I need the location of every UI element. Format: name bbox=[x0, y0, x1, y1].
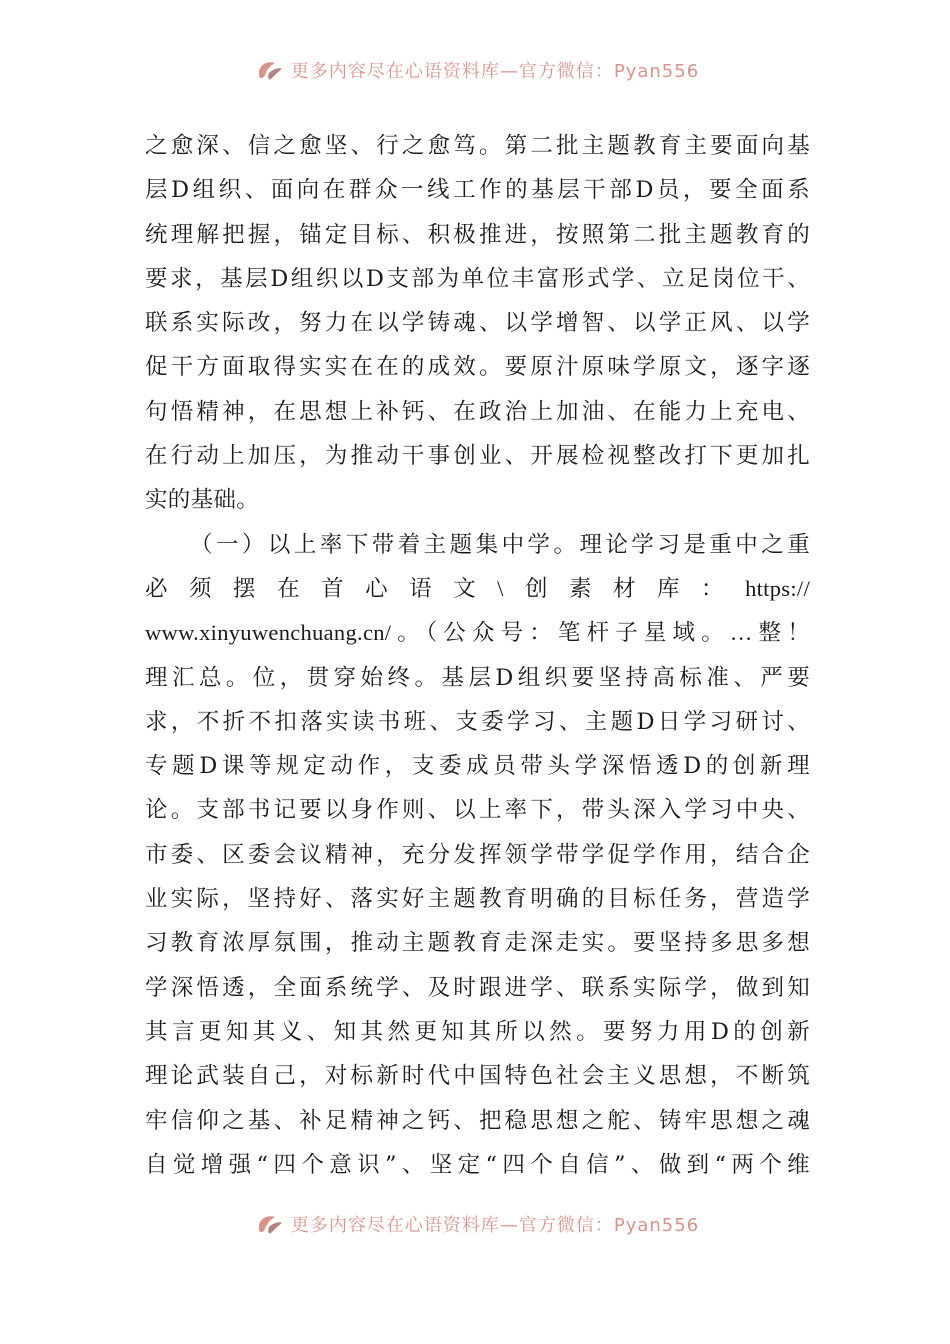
text-line: 市委、区委会议精神，充分发挥领学带学促学作用，结合企 bbox=[145, 841, 810, 868]
text-line: 习教育浓厚氛围，推动主题教育走深走实。要坚持多思多想 bbox=[145, 930, 810, 957]
text-line: 论。支部书记要以身作则、以上率下，带头深入学习中央、 bbox=[145, 797, 810, 824]
text-line-with-link: 必须摆在首心语文\创素材库：https:// bbox=[145, 575, 810, 601]
text-line-with-link: www.xinyuwenchuang.cn/。（公众号：笔杆子星域。…整！ bbox=[145, 620, 810, 646]
text-line: 理论武装自己，对标新时代中国特色社会主义思想，不断筑 bbox=[145, 1063, 810, 1090]
watermark-text: 更多内容尽在心语资料库—官方微信：Pyan556 bbox=[290, 1215, 700, 1236]
document-body bbox=[145, 124, 810, 1187]
brush-logo-icon bbox=[255, 57, 285, 83]
brush-logo-icon bbox=[255, 1211, 285, 1237]
paragraph-1 bbox=[145, 124, 810, 523]
text-line: 句悟精神，在思想上补钙、在政治上加油、在能力上充电、 bbox=[145, 398, 810, 425]
text-line: （一）以上率下带着主题集中学。理论学习是重中之重 bbox=[190, 531, 810, 558]
text-line: 实的基础。 bbox=[145, 487, 260, 514]
text-line: 业实际，坚持好、落实好主题教育明确的目标任务，营造学 bbox=[145, 886, 810, 913]
text-line: 自觉增强“四个意识”、坚定“四个自信”、做到“两个维 bbox=[145, 1151, 810, 1178]
footer-watermark-banner bbox=[0, 1204, 950, 1244]
text-line: 学深悟透，全面系统学、及时跟进学、联系实际学，做到知 bbox=[145, 974, 810, 1001]
text-line: 要求，基层D组织以D支部为单位丰富形式学、立足岗位干、 bbox=[145, 265, 810, 292]
text-line: 求，不折不扣落实读书班、支委学习、主题D日学习研讨、 bbox=[145, 708, 810, 735]
watermark-text: 更多内容尽在心语资料库—官方微信：Pyan556 bbox=[290, 61, 700, 82]
text-line: 统理解把握，锚定目标、积极推进，按照第二批主题教育的 bbox=[145, 221, 810, 248]
paragraph-2 bbox=[145, 523, 810, 1187]
footer-watermark bbox=[255, 1211, 699, 1237]
text-line: 之愈深、信之愈坚、行之愈笃。第二批主题教育主要面向基 bbox=[145, 133, 810, 159]
text-line: 专题D课等规定动作，支委成员带头学深悟透D的创新理 bbox=[145, 753, 810, 780]
text-line: 层D组织、面向在群众一线工作的基层干部D员，要全面系 bbox=[145, 177, 810, 204]
text-line: 其言更知其义、知其然更知其所以然。要努力用D的创新 bbox=[145, 1018, 810, 1045]
header-watermark-banner bbox=[0, 50, 950, 90]
text-line: 在行动上加压，为推动干事创业、开展检视整改打下更加扎 bbox=[145, 443, 810, 470]
header-watermark bbox=[255, 57, 699, 83]
text-line: 促干方面取得实实在在的成效。要原汁原味学原文，逐字逐 bbox=[145, 354, 810, 381]
text-line: 联系实际改，努力在以学铸魂、以学增智、以学正风、以学 bbox=[145, 310, 810, 337]
text-line: 牢信仰之基、补足精神之钙、把稳思想之舵、铸牢思想之魂 bbox=[145, 1107, 810, 1134]
text-line: 理汇总。位，贯穿始终。基层D组织要坚持高标准、严要 bbox=[145, 664, 810, 691]
